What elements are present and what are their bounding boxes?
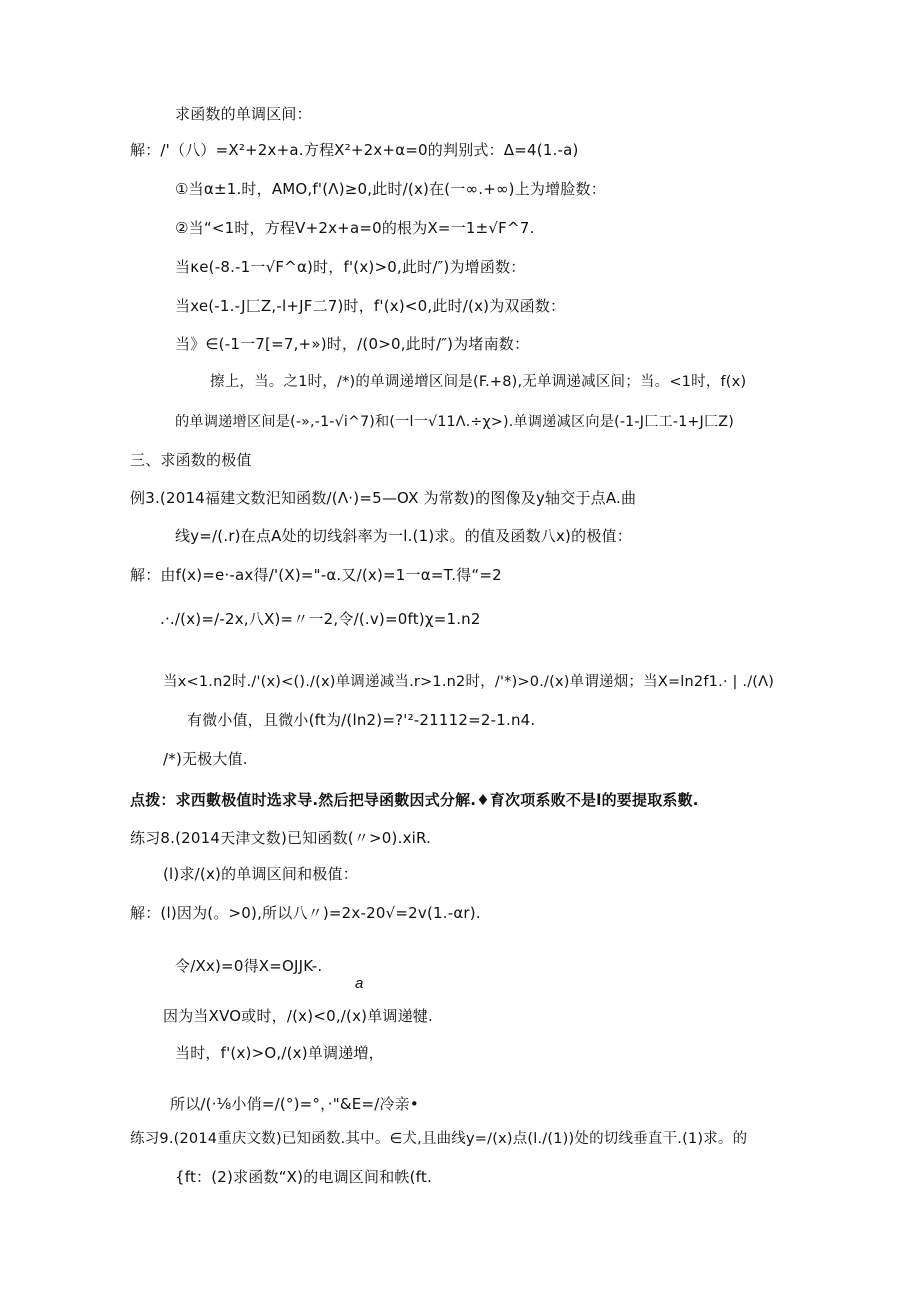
tip-line: 点拨：求西數极值时选求导.然后把导函數因式分解.♦育次项系败不是l的要提取系數. (130, 791, 699, 809)
text-line-12: 线y=/(.r)在点A处的切线斜率为一l.(1)求。的值及函数八x)的极值： (175, 527, 632, 545)
text-line-9: 的单调递增区间是(-»,-1-√i^7)和(一l一√11Λ.÷χ>).单调递减区向是(-1-J匚工-1+J匚Z) (175, 414, 734, 430)
text-line-1: 求函数的单调区间： (175, 105, 312, 123)
text-line-26: 所以/(·⅛小俏=/(°)=°，·"&E=/冷亲• (170, 1095, 419, 1113)
text-line-23: a (355, 975, 364, 992)
text-line-20: (l)求/(x)的单调区间和极值： (163, 865, 358, 883)
text-line-13: 解：由f(x)=e·-ax得/'(X)="-α.又/(x)=1一α=T.得“=2 (130, 566, 502, 584)
text-line-2: 解：/'（八）=X²+2x+a.方程X²+2x+α=0的判别式：Δ=4(1.-a) (130, 141, 579, 159)
text-line-28: {ft：(2)求函数“X)的电调区间和帙(ft. (175, 1168, 432, 1186)
section-heading: 三、求函数的极值 (130, 451, 252, 469)
text-line-4: ②当“<1时，方程V+2x+a=0的根为X=一1±√F^7. (175, 219, 535, 237)
text-line-27: 练习9.(2014重庆文数)已知函数.其中。∈犬,且曲线y=/(x)点(l./(1))处的切线垂直干.(1)求。的 (130, 1131, 748, 1147)
text-line-7: 当》∈(-1一7[=7,+»)时，/(0>0,此时/″)为堵南数： (175, 335, 530, 353)
text-line-25: 当时，f'(x)>O,/(x)单调递増， (175, 1044, 384, 1062)
text-line-22: 令/Xx)=0得X=OJJK-. (175, 957, 323, 975)
text-line-15: 当x<1.n2时./'(x)<()./(x)单调递减当.r>1.n2时，/'*)>0./(x)单谓递烟；当X=ln2f1.· | ./(Λ) (163, 674, 775, 690)
text-line-8: 擦上，当。之1时，/*)的单调递增区间是(F.+8),无单调递减区间；当。<1时，f(x) (210, 374, 747, 390)
text-line-21: 解：(l)因为(。>0),所以八〃)=2x-20√=2v(1.-αr). (130, 904, 481, 922)
text-line-14: .·./(x)=/-2x,八X)=〃一2,令/(.v)=0ft)χ=1.n2 (160, 610, 481, 628)
text-line-11: 例3.(2014福建文数汜知函数/(Λ·)=5—OX 为常数)的图像及y轴交于点A.曲 (130, 489, 637, 507)
text-line-24: 因为当XVO或时，/(x)<0,/(x)单调递犍. (163, 1007, 433, 1025)
text-line-16: 有微小值，且微小(ft为/(ln2)=?'²-21112=2-1.n4. (187, 711, 536, 729)
text-line-19: 练习8.(2014天津文数)已知函数(〃>0).xiR. (130, 829, 432, 847)
text-line-3: ①当α±1.时，AMO,f'(Λ)≥0,此时/(x)在(一∞.+∞)上为增脸数： (175, 180, 606, 198)
text-line-5: 当κe(-8.-1一√F^α)时，f'(x)>0,此时/″)为增函数： (175, 258, 526, 276)
text-line-6: 当xe(-1.-J匚Z,-l+JF二7)时，f'(x)<0,此时/(x)为双函数： (175, 297, 566, 315)
text-line-17: /*)无极大值. (163, 750, 248, 768)
